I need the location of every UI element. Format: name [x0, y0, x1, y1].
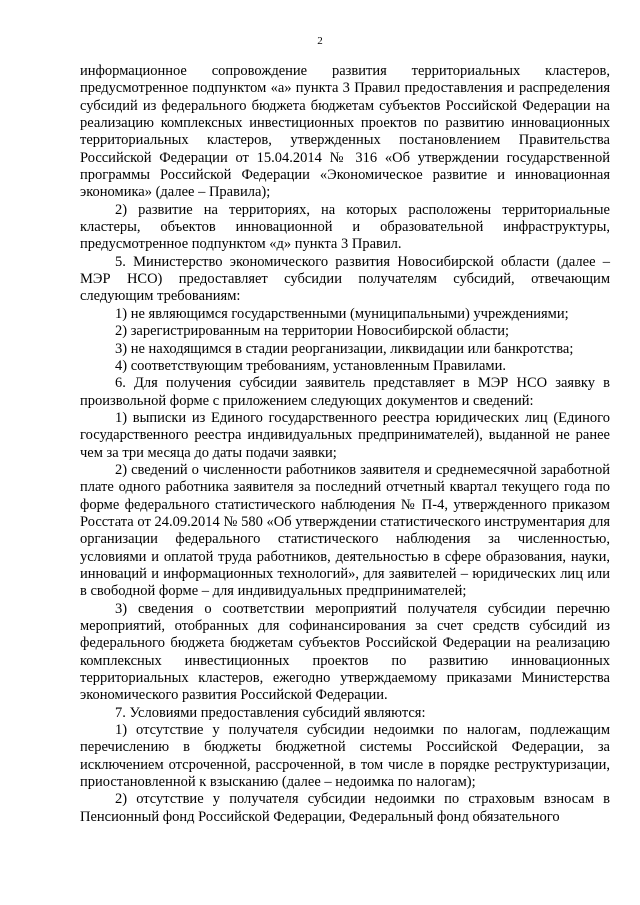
paragraph: 6. Для получения субсидии заявитель представляет в МЭР НСО заявку в произвольной форме с приложением следующих документов и сведений:: [80, 375, 610, 409]
paragraph: 7. Условиями предоставления субсидий являются:: [115, 704, 426, 721]
paragraph: 2) зарегистрированным на территории Новосибирской области;: [115, 323, 510, 340]
document-body: [80, 63, 610, 826]
paragraph: 2) развитие на территориях, на которых расположены территориальные кластеры, объектов инновационной и образовательной инфраструктуры, предусмотренное подпунктом «д» пункта 3 Правил.: [80, 201, 610, 253]
paragraph: 2) сведений о численности работников заявителя и среднемесячной заработной плате одного работника заявителя за последний отчетный квартал текущего года по форме федерального статистического наблюдения № П-4, утвержденного приказом Росстата от 24.09.2014 № 580 «Об утверждении статистического инструментария для организации федерального статистического наблюдения за численностью, условиями и оплатой труда работников, деятельностью в сфере образования, науки, инноваций и информационных технологий», для заявителей – юридических лиц или в свободной форме – для индивидуальных предпринимателей;: [80, 461, 610, 600]
paragraph: 3) сведения о соответствии мероприятий получателя субсидии перечню мероприятий, отобранных для софинансирования за счет средств субсидий из федерального бюджета бюджетам субъектов Российской Федерации на реализацию комплексных инвестиционных проектов по развитию инновационных территориальных кластеров, ежегодно утверждаемому приказами Министерства экономического развития Российской Федерации.: [80, 600, 610, 704]
paragraph: 4) соответствующим требованиям, установленным Правилами.: [115, 357, 506, 374]
paragraph: 2) отсутствие у получателя субсидии недоимки по страховым взносам в Пенсионный фонд Российской Федерации, Федеральный фонд обязательного: [80, 791, 610, 825]
paragraph: 1) отсутствие у получателя субсидии недоимки по налогам, подлежащим перечислению в бюджеты бюджетной системы Российской Федерации, за исключением отсроченной, рассроченной, в том числе в порядке реструктуризации, приостановленной к взысканию (далее – недоимка по налогам);: [80, 722, 610, 791]
paragraph: информационное сопровождение развития территориальных кластеров, предусмотренное подпунктом «а» пункта 3 Правил предоставления и распределения субсидий из федерального бюджета бюджетам субъектов Российской Федерации на реализацию комплексных инвестиционных проектов по развитию инновационных территориальных кластеров, утвержденных постановлением Правительства Российской Федерации от 15.04.2014 № 316 «Об утверждении государственной программы Российской Федерации «Экономическое развитие и инновационная экономика» (далее – Правила);: [80, 63, 610, 201]
paragraph: 3) не находящимся в стадии реорганизации, ликвидации или банкротства;: [115, 340, 574, 357]
paragraph: 5. Министерство экономического развития Новосибирской области (далее – МЭР НСО) предоставляет субсидии получателям субсидий, отвечающим следующим требованиям:: [80, 253, 610, 305]
paragraph: 1) не являющимся государственными (муниципальными) учреждениями;: [115, 305, 569, 322]
page-number: 2: [317, 35, 323, 47]
paragraph: 1) выписки из Единого государственного реестра юридических лиц (Единого государственного реестра индивидуальных предпринимателей), выданной не ранее чем за три месяца до даты подачи заявки;: [80, 409, 610, 461]
